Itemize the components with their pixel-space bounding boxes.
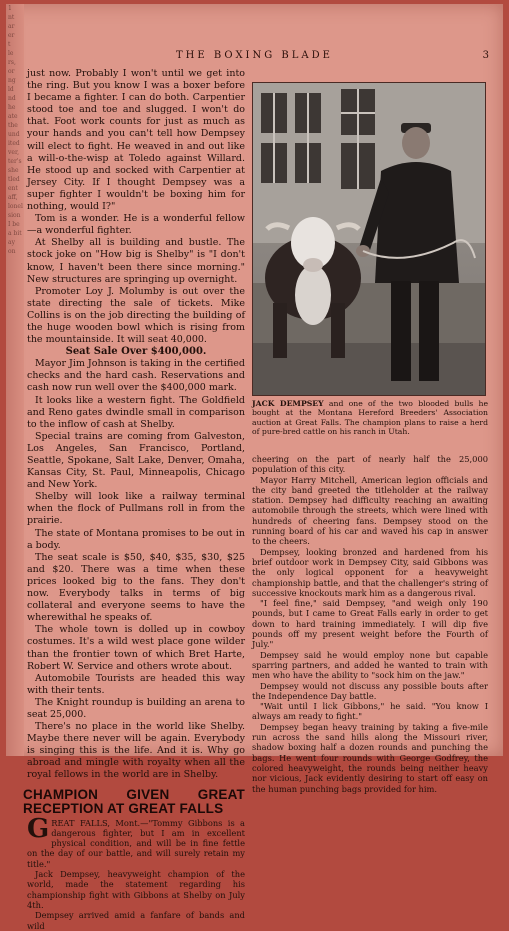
margin-fragment: or: [8, 68, 15, 75]
body-paragraph: The state of Montana promises to be out in a body.: [27, 527, 245, 551]
drop-cap: G: [27, 813, 50, 844]
right-column: [252, 454, 488, 794]
body-paragraph: There's no place in the world like Shelby. Maybe there never will be again. Everybody is singing this is the life. And it is. Why go abroad and mingle with royalty when all the royal fellows in the world are in Shelby.: [27, 721, 245, 781]
lede-paragraph: Dempsey arrived amid a fanfare of bands and wild: [27, 910, 245, 931]
margin-fragment: 1: [8, 5, 12, 12]
body-paragraph: The seat scale is $50, $40, $35, $30, $25 and $20. There was a time when these prices looked big to the fans. They don't now. Everybody talks in terms of big collateral and everyone seems to have the wherewithal he speaks of.: [27, 551, 245, 624]
running-header: THE BOXING BLADE: [176, 50, 333, 61]
margin-fragment: ited: [8, 140, 20, 147]
margin-fragment: tled: [8, 176, 20, 183]
body-paragraph: The whole town is dolled up in cowboy costumes. It's a wild west place gone wilder than the frontier town of which Bret Harte, Robert W. Service and others wrote about.: [27, 624, 245, 672]
body-paragraph: Dempsey said he would employ none but capable sparring partners, and added he wanted to train with men who have the ability to "sock him on the jaw.": [252, 649, 488, 681]
body-paragraph: Automobile Tourists are headed this way with their tents.: [27, 672, 245, 696]
body-paragraph: Mayor Harry Mitchell, American legion officials and the city band greeted the titleholder at the railway station. Dempsey had difficulty reaching an awaiting automobile through the streets, which were lined with hundreds of cheering fans. Dempsey stood on the running board of his car and waved his cap in answer to the cheers.: [252, 474, 488, 547]
left-column: [23, 68, 245, 931]
margin-fragment: ld: [8, 86, 14, 93]
dempsey-with-bull-photo: [252, 82, 486, 396]
photo-caption: [252, 399, 488, 437]
margin-fragment: nd: [8, 95, 16, 102]
body-paragraph: At Shelby all is building and bustle. The stock joke on "How big is Shelby" is "I don't know, I haven't been there since morning." New structures are springing up overnight.: [27, 237, 245, 285]
margin-fragment: ver,: [8, 149, 20, 156]
body-paragraph: Dempsey would not discuss any possible bouts after the Independence Day battle.: [252, 680, 488, 701]
body-paragraph: The Knight roundup is building an arena to seat 25,000.: [27, 696, 245, 720]
margin-fragment: und: [8, 131, 20, 138]
page-number: 3: [482, 50, 489, 61]
margin-fragment: er: [8, 32, 15, 39]
margin-fragment: t: [8, 41, 11, 48]
body-paragraph: Promoter Loy J. Molumby is out over the state directing the sale of tickets. Mike Collins is on the job directing the building of the huge wooden bowl which is rising from the mountainside. It will seat 40,000.: [27, 285, 245, 346]
margin-fragment: the: [8, 122, 18, 129]
margin-fragment: a bit: [8, 230, 22, 237]
body-paragraph: Dempsey began heavy training by taking a five-mile run across the sand hills along the Missouri river, shadow boxing half a dozen rounds and punching the bags. He went four rounds with George Godfrey, the colored heavyweight, the rounds being neither heavy nor vicious, Jack evidently desiring to start off easy on the human punching bags provided for him.: [252, 721, 488, 794]
article-lede: [27, 813, 245, 931]
body-paragraph: just now. Probably I won't until we get into the ring. But you know I was a boxer before I became a fighter. I can do both. Carpentier stood toe and toe and slugged. I won't do that. Foot work counts for just as much as your hands and you can't tell how Dempsey will elect to fight. He weaved in and out like a will-o-the-wisp at Toledo against Willard. He stood up and socked with Carpentier at Jersey City. If I thought Dempsey was a super fighter I wouldn't be boxing him for nothing, would I?": [27, 68, 245, 213]
margin-fragment: rs,: [8, 59, 16, 66]
body-paragraph: Dempsey, looking bronzed and hardened from his brief outdoor work in Dempsey City, said Gibbons was the only logical opponent for a heavyweight championship battle, and that the challenger's string of successive knockouts mark him as a dangerous rival.: [252, 546, 488, 598]
margin-fragment: aff,: [8, 194, 18, 201]
margin-fragment: ay on: [8, 239, 16, 255]
margin-fragment: she: [8, 167, 19, 174]
magazine-page: [6, 4, 503, 931]
margin-fragment: ar: [8, 23, 15, 30]
margin-fragment: sion: [8, 212, 21, 219]
caption-name: JACK DEMPSEY: [252, 399, 324, 408]
margin-fragment: ent: [8, 185, 18, 192]
margin-fragment: ng: [8, 77, 16, 84]
caption-text: and one of the two blooded bulls he bought at the Montana Hereford Breeders' Association auction at Great Falls. The champion plans to raise a herd of pure-bred cattle on his ranch in Utah.: [252, 399, 488, 437]
margin-fragment: he: [8, 104, 16, 111]
margin-fragment: ter's: [8, 158, 22, 165]
article-headline: CHAMPION GIVEN GREAT RECEPTION AT GREAT FALLS: [23, 786, 245, 816]
margin-fragment: le: [8, 50, 14, 57]
lede-paragraph: REAT FALLS, Mont.—"Tommy Gibbons is a dangerous fighter, but I am in excellent physical condition, and will be in fine fettle on the day of our battle, and will surely retain my title.": [27, 817, 245, 869]
lede-paragraph: Jack Dempsey, heavyweight champion of the world, made the statement regarding his championship fight with Gibbons at Shelby on July 4th.: [27, 869, 245, 910]
previous-page-edge: [6, 4, 24, 756]
body-paragraph: "I feel fine," said Dempsey, "and weigh only 190 pounds, but I came to Great Falls early in order to get down to hard training immediately. I will dip five pounds off my present weight before the Fourth of July.": [252, 598, 488, 650]
body-paragraph: Special trains are coming from Galveston, Los Angeles, San Francisco, Portland, Seattle, Spokane, Salt Lake, Denver, Omaha, Kansas City, St. Paul, Minneapolis, Chicago and New York.: [27, 430, 245, 491]
margin-fragment: nt: [8, 14, 15, 21]
margin-fragment: ate: [8, 113, 18, 120]
body-paragraph: It looks like a western fight. The Goldfield and Reno gates dwindle small in comparison to the inflow of cash at Shelby.: [27, 394, 245, 430]
body-paragraph: Shelby will look like a railway terminal when the flock of Pullmans roll in from the prairie.: [27, 491, 245, 527]
body-paragraph: cheering on the part of nearly half the 25,000 population of this city.: [252, 454, 488, 475]
photo-illustration: [253, 83, 485, 395]
body-paragraph: Tom is a wonder. He is a wonderful fellow —a wonderful fighter.: [27, 213, 245, 237]
body-paragraph: Mayor Jim Johnson is taking in the certified checks and the hard cash. Reservations and cash now run well over the $400,000 mark.: [27, 358, 245, 394]
subheading: Seat Sale Over $400,000.: [65, 346, 207, 358]
margin-fragment: I be: [8, 221, 20, 228]
margin-fragment: lonel: [8, 203, 23, 210]
body-paragraph: "Wait until I lick Gibbons," he said. "You know I always am ready to fight.": [252, 701, 488, 722]
